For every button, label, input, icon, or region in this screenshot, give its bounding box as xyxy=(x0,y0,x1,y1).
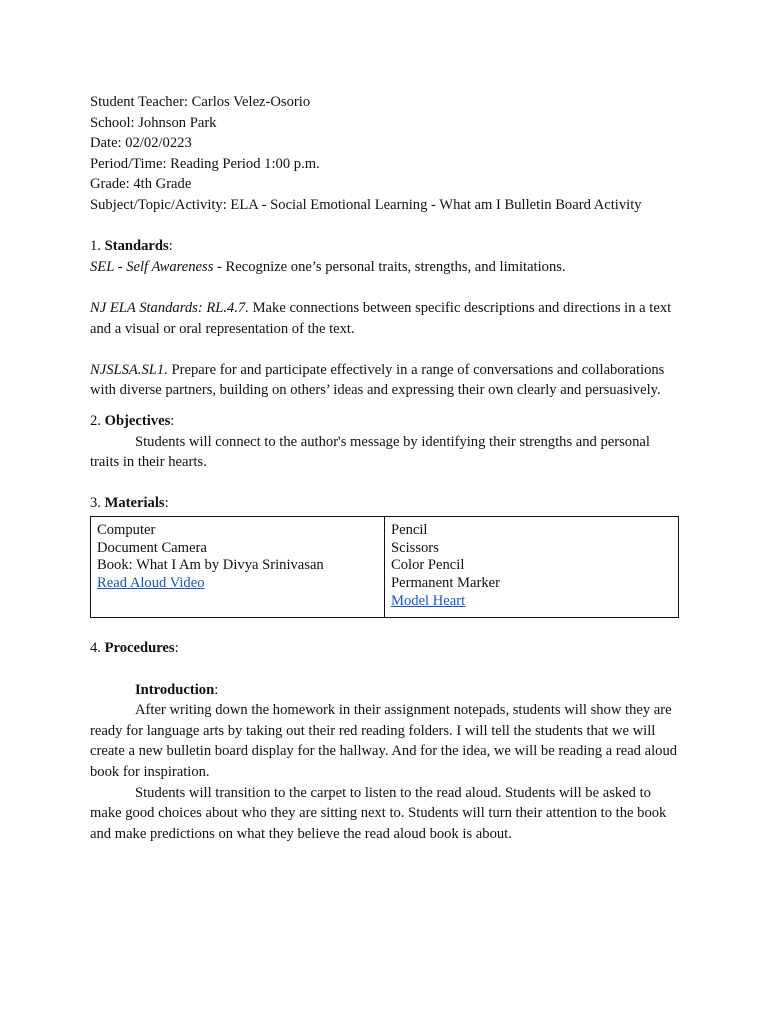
lesson-plan-document xyxy=(90,92,680,844)
standards-section xyxy=(90,236,680,401)
material-item: Permanent Marker xyxy=(391,575,501,592)
school-line: School: Johnson Park xyxy=(90,114,217,131)
sel-standard-label: SEL - Self Awareness xyxy=(90,258,214,275)
teacher-line: Student Teacher: Carlos Velez-Osorio xyxy=(90,94,311,110)
standards-heading: 1. Standards: xyxy=(90,238,173,255)
material-item: Document Camera xyxy=(97,539,207,556)
objectives-heading: 2. Objectives: xyxy=(90,412,175,429)
material-item: Computer xyxy=(97,521,156,538)
nj-ela-standard-text: Make connections between specific descriptions and directions in a text and a visual or oral representation of the text. xyxy=(90,299,672,337)
procedures-heading: 4. Procedures: xyxy=(90,640,179,657)
introduction-heading: Introduction: xyxy=(135,681,219,698)
read-aloud-video-link[interactable]: Read Aloud Video xyxy=(97,575,205,592)
objectives-section xyxy=(90,411,680,473)
njslsa-standard xyxy=(90,360,680,401)
materials-table xyxy=(90,516,679,618)
procedures-section xyxy=(90,638,680,844)
sel-standard xyxy=(90,257,680,278)
njslsa-standard-text: Prepare for and participate effectively in a range of conversations and collaborations with diverse partners, building on others’ ideas and expressing their own clearly and persuasively. xyxy=(90,361,665,399)
material-item: Pencil xyxy=(391,521,428,538)
nj-ela-standard-label: NJ ELA Standards: RL.4.7. xyxy=(90,299,249,316)
materials-right-column xyxy=(385,516,679,617)
document-header xyxy=(90,92,680,216)
nj-ela-standard xyxy=(90,298,680,339)
material-item: Scissors xyxy=(391,539,439,556)
date-line: Date: 02/02/0223 xyxy=(90,135,192,152)
grade-line: Grade: 4th Grade xyxy=(90,176,192,193)
materials-heading: 3. Materials: xyxy=(90,495,169,512)
materials-section xyxy=(90,493,680,618)
subject-line: Subject/Topic/Activity: ELA - Social Emotional Learning - What am I Bulletin Board Activity xyxy=(90,196,642,213)
procedure-paragraph: Students will transition to the carpet to listen to the read aloud. Students will be asked to make good choices about who they are sitting next to. Students will turn their attention to the book and make predictions on what they believe the read aloud book is about. xyxy=(90,784,667,842)
procedure-paragraph: After writing down the homework in their assignment notepads, students will show they are ready for language arts by taking out their red reading folders. I will tell the students that we will create a new bulletin board display for the hallway. And for the idea, we will be reading a read aloud book for inspiration. xyxy=(90,702,678,781)
material-item: Book: What I Am by Divya Srinivasan xyxy=(97,557,324,574)
materials-left-column xyxy=(91,516,385,617)
njslsa-standard-label: NJSLSA.SL1. xyxy=(90,361,168,378)
model-heart-link[interactable]: Model Heart xyxy=(391,593,466,610)
material-item: Color Pencil xyxy=(391,557,465,574)
period-line: Period/Time: Reading Period 1:00 p.m. xyxy=(90,155,320,172)
sel-standard-text: - Recognize one’s personal traits, strengths, and limitations. xyxy=(213,258,566,275)
objectives-text: Students will connect to the author's message by identifying their strengths and personal traits in their hearts. xyxy=(90,433,650,471)
